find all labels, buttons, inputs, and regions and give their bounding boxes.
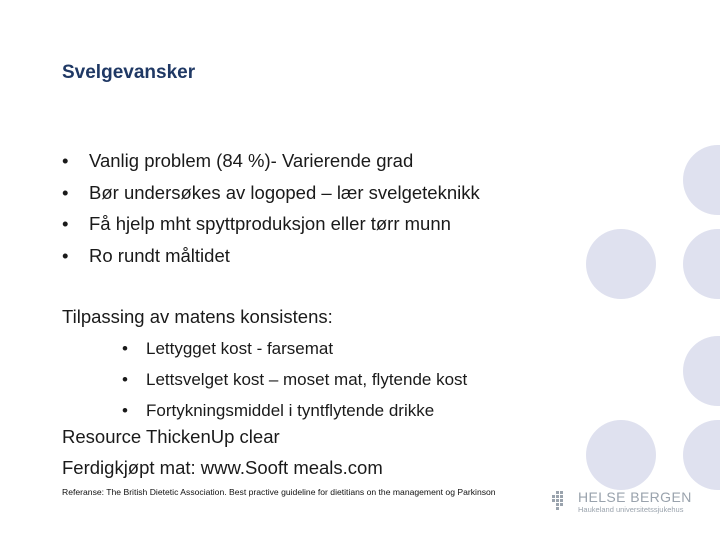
logo-subtitle: Haukeland universitetssjukehus	[578, 505, 684, 514]
bullet-item	[62, 240, 480, 272]
consistency-text: Lettygget kost - farsemat	[146, 339, 334, 358]
bullet-symbol: •	[122, 401, 128, 420]
slide-title: Svelgevansker	[62, 62, 196, 83]
bullet-symbol: •	[62, 150, 69, 171]
consistency-item	[122, 395, 467, 426]
bullet-symbol: •	[62, 181, 69, 203]
bullet-text: Vanlig problem (84 %)- Varierende grad	[89, 150, 414, 171]
bullet-text: Bør undersøkes av logoped – lær svelgeteknikk	[89, 181, 480, 203]
bullet-text: Få hjelp mht spyttproduksjon eller tørr munn	[89, 213, 451, 234]
helse-bergen-logo	[548, 488, 718, 520]
bullet-list	[62, 145, 480, 271]
consistency-text: Lettsvelget kost – moset mat, flytende kost	[146, 370, 468, 389]
bullet-item	[62, 145, 480, 177]
consistency-item	[122, 364, 467, 395]
bullet-item	[62, 208, 480, 240]
consistency-text: Fortykningsmiddel i tyntflytende drikke	[146, 401, 435, 420]
decorative-circle	[683, 145, 720, 215]
reference-text: Referanse: The British Dietetic Association. Best practive guideline for dietitians on the management og Parkinson	[62, 487, 496, 497]
consistency-item	[122, 333, 467, 364]
consistency-heading: Tilpassing av matens konsistens:	[62, 306, 333, 327]
bullet-item	[62, 177, 480, 209]
decorative-circle	[586, 229, 656, 299]
decorative-circle	[683, 229, 720, 299]
bullet-symbol: •	[122, 370, 128, 389]
bullet-text: Ro rundt måltidet	[89, 244, 230, 266]
bullet-symbol: •	[62, 244, 69, 266]
bullet-symbol: •	[122, 339, 128, 358]
consistency-list	[122, 333, 467, 426]
resource-line: Resource ThickenUp clear	[62, 426, 280, 447]
decorative-circle	[586, 420, 656, 490]
logo-name: HELSE BERGEN	[578, 489, 692, 505]
helse-bergen-logo-icon	[548, 488, 576, 516]
decorative-circle	[683, 420, 720, 490]
decorative-circle	[683, 336, 720, 406]
bullet-symbol: •	[62, 213, 69, 234]
ready-made-food-line: Ferdigkjøpt mat: www.Sooft meals.com	[62, 457, 383, 478]
